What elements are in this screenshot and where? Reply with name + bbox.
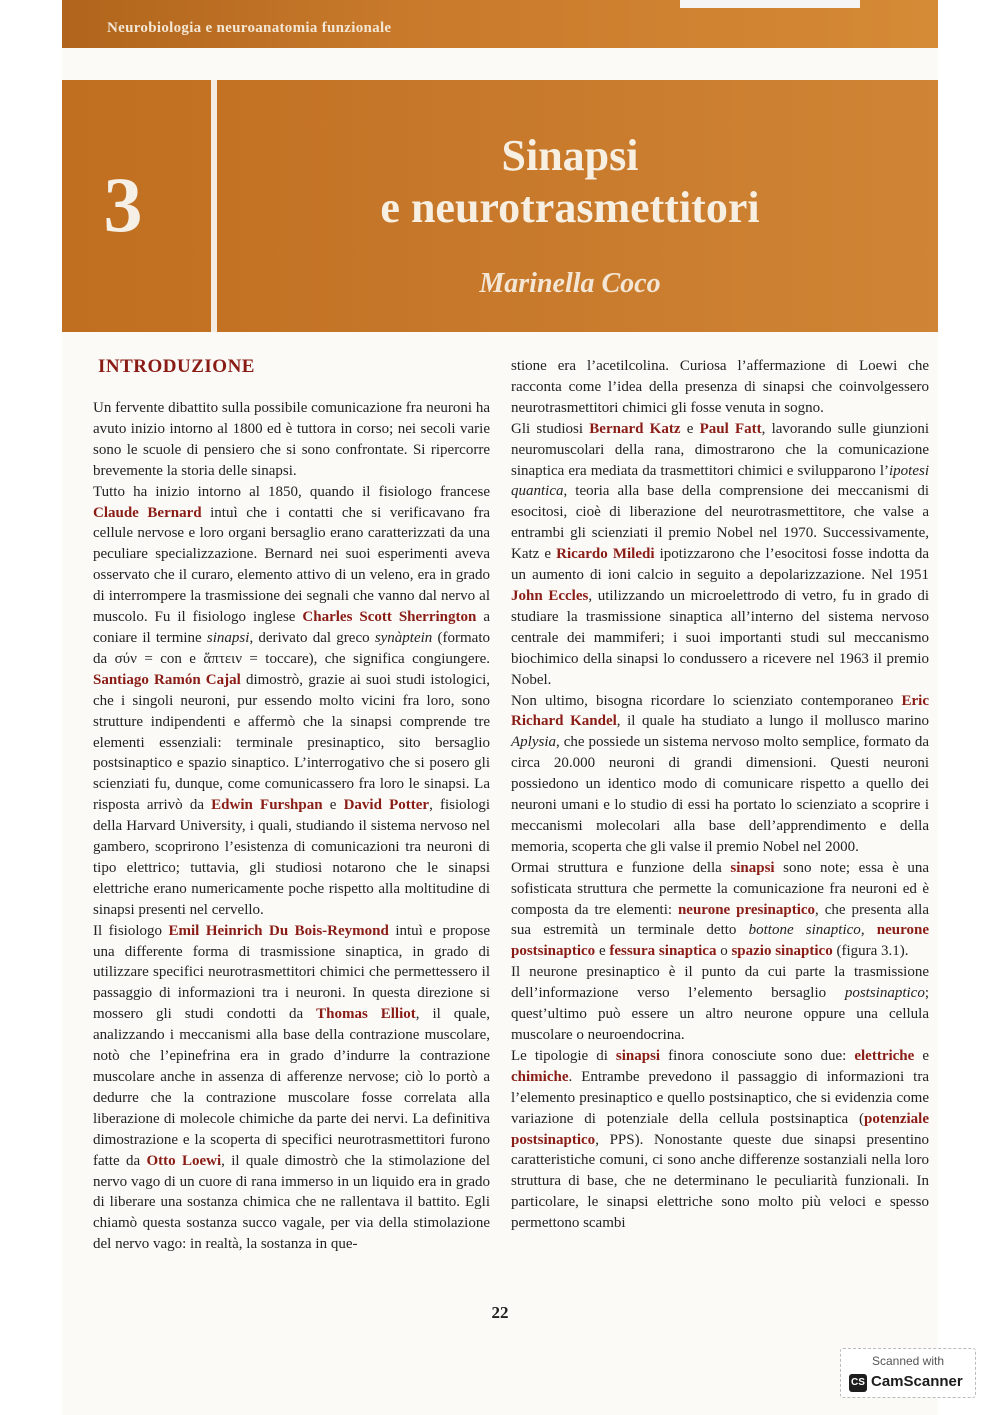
term-sinapsi: sinapsi: [206, 629, 250, 646]
term-fessura-sinaptica: fessura sinaptica: [609, 943, 717, 960]
name-potter: David Potter: [343, 797, 430, 814]
section-heading: INTRODUZIONE: [98, 356, 255, 377]
right-column: [511, 356, 929, 1234]
camscanner-brand: CamScanner: [871, 1373, 963, 1390]
term-neurone-postsinaptico: neurone postsinaptico: [511, 922, 929, 960]
term-neurone-presinaptico: neurone presinaptico: [677, 901, 816, 918]
name-elliot: Thomas Elliot: [316, 1006, 416, 1023]
name-katz: Bernard Katz: [589, 420, 681, 437]
paragraph: stione era l’acetilcolina. Curiosa l’affermazione di Loewi che racconta come l’idea della presenza di sinapsi che coinvolgessero neurotrasmettitori chimici gli fosse venuta in sogno.: [511, 358, 929, 416]
name-miledi: Ricardo Miledi: [556, 546, 655, 563]
term-ipotesi-quantica: ipotesi quantica: [511, 462, 929, 500]
term-elettriche: elettriche: [854, 1047, 915, 1064]
term-postsinaptico: postsinaptico: [844, 985, 925, 1002]
name-loewi: Otto Loewi: [146, 1152, 222, 1169]
chapter-title-line1: Sinapsi: [501, 131, 639, 180]
name-eccles: John Eccles: [511, 587, 589, 604]
term-potenziale-postsinaptico: potenziale postsinaptico: [511, 1110, 929, 1148]
term-synaptein: synàptein: [374, 629, 433, 646]
name-fatt: Paul Fatt: [699, 420, 762, 437]
term-aplysia: Aplysia: [511, 734, 556, 751]
chapter-divider: [211, 80, 217, 332]
name-claude-bernard: Claude Bernard: [93, 504, 202, 521]
camscanner-badge: [840, 1348, 976, 1398]
chapter-author: Marinella Coco: [479, 268, 661, 299]
term-bottone-sinaptico: bottone sinaptico: [748, 922, 861, 939]
term-chimiche: chimiche: [511, 1068, 569, 1085]
name-cajal: Santiago Ramón Cajal: [93, 671, 241, 688]
paragraph: Gli studiosi Bernard Katz e Paul Fatt, lavorando sulle giunzioni neuromuscolari della rana, dimostrarono che la comunicazione sinaptica era mediata da trasmettitori chimici e svilupparono l’ipotesi quantica, teoria alla base della comprensione dei meccanismi di esocitosi, cioè di liberazione del neurotrasmettitore, che valse a entrambi gli scienziati il premio Nobel nel 1970. Successivamente, Katz e Ricardo Miledi ipotizzarono che l’esocitosi fosse indotta da un aumento di ioni calcio in seguito a depolarizzazione. Nel 1951 John Eccles, utilizzando un microelettrodo di vetro, fu in grado di studiare la trasmissione sinaptica all’interno del sistema nervoso centrale dei mammiferi; i suoi importanti studi sul meccanismo biochimico della sinapsi lo condussero a ricevere nel 1963 il premio Nobel.: [511, 420, 929, 688]
paragraph: Il neurone presinaptico è il punto da cui parte la trasmissione dell’informazione verso l’elemento bersaglio postsinaptico; quest’ultimo può essere un altro neurone oppure una cellula muscolare o neuroendocrina.: [511, 964, 929, 1043]
name-dubois: Emil Heinrich Du Bois-Reymond: [168, 922, 389, 939]
paragraph: Un fervente dibattito sulla possibile comunicazione fra neuroni ha avuto inizio intorno al 1800 ed è tuttora in corso; nei secoli varie sono le scuole di pensiero che si sono confrontate. Si ripercorre brevemente la storia delle sinapsi.: [93, 400, 490, 479]
chapter-title: [330, 130, 810, 234]
page-number: 22: [491, 1303, 509, 1322]
name-kandel: Eric Richard Kandel: [511, 692, 929, 730]
running-header-text: Neurobiologia e neuroanatomia funzionale: [107, 20, 392, 36]
paragraph: Il fisiologo Emil Heinrich Du Bois-Reymond intuì e propose una differente forma di trasmissione sinaptica, in grado di utilizzare specifici neurotrasmettitori chimici che permettessero il passaggio di informazioni tra i neuroni. In questa direzione si mossero gli studi condotti da Thomas Elliot, il quale, analizzando i meccanismi alla base della contrazione muscolare, notò che l’epinefrina era in grado d’indurre la contrazione muscolare anche in assenza di afferenze nervose; ciò lo portò a dedurre che la contrazione muscolare fosse correlata alla liberazione di molecole chimiche da parte dei nervi. La definitiva dimostrazione e la scoperta di specifici neurotrasmettitori furono fatte da Otto Loewi, il quale dimostrò che la stimolazione del nervo vago di un cuore di rana immerso in un liquido era in grado di liberare una sostanza chimica che ne rallentava il battito. Egli chiamò questa sostanza succo vagale, per via della stimolazione del nervo vago: in realtà, la sostanza in que-: [93, 922, 490, 1253]
term-sinapsi: sinapsi: [615, 1047, 661, 1064]
paragraph: Non ultimo, bisogna ricordare lo scienziato contemporaneo Eric Richard Kandel, il quale ha studiato a lungo il mollusco marino Aplysia, che possiede un sistema nervoso molto semplice, formato da circa 20.000 neuroni di grandi dimensioni. Questi neuroni possiedono un identico modo di comunicare rispetto a quello dei neuroni umani e lo studio di essi ha portato lo scienziato a scoprire i meccanismi molecolari alla base dell’apprendimento e della memoria, scoperta che gli valse il premio Nobel nel 2000.: [511, 692, 929, 855]
paragraph: Le tipologie di sinapsi finora conosciute sono due: elettriche e chimiche. Entrambe prevedono il passaggio di informazioni tra l’elemento presinaptico e quello postsinaptico, che si evidenzia come variazione di potenziale della cellula postsinaptica (potenziale postsinaptico, PPS). Nonostante queste due sinapsi presentino caratteristiche comuni, ci sono anche differenze sostanziali nella loro struttura di base, che ne determinano le peculiarità funzionali. In particolare, le sinapsi elettriche sono molto più veloci e spesso permettono scambi: [511, 1047, 929, 1232]
term-spazio-sinaptico: spazio sinaptico: [731, 943, 833, 960]
name-sherrington: Charles Scott Sherrington: [302, 609, 477, 626]
paragraph: Ormai struttura e funzione della sinapsi sono note; essa è una sofisticata struttura che permette la comunicazione fra neuroni ed è composta da tre elementi: neurone presinaptico, che presenta alla sua estremità un terminale detto bottone sinaptico, neurone postsinaptico e fessura sinaptica o spazio sinaptico (figura 3.1).: [511, 859, 929, 960]
chapter-title-line2: e neurotrasmettitori: [380, 183, 760, 232]
name-furshpan: Edwin Furshpan: [211, 797, 323, 814]
left-column: [93, 398, 490, 1255]
chapter-number: 3: [103, 161, 143, 248]
camscanner-logo-icon: CS: [849, 1374, 867, 1392]
header-tab: [680, 0, 860, 8]
term-sinapsi: sinapsi: [730, 859, 775, 876]
camscanner-top-text: Scanned with: [871, 1354, 945, 1368]
paragraph: Tutto ha inizio intorno al 1850, quando il fisiologo francese Claude Bernard intuì che i contatti che si verificavano fra cellule nervose e loro organi bersaglio erano caratterizzati da una peculiare specializzazione. Bernard nei suoi esperimenti aveva osservato che il curaro, elemento attivo di un veleno, era in grado di interrompere la trasmissione dei segnali che vanno dal nervo al muscolo. Fu il fisiologo inglese Charles Scott Sherrington a coniare il termine sinapsi, derivato dal greco synàptein (formato da σύν = con e ἅπτειν = toccare), che significa congiungere. Santiago Ramón Cajal dimostrò, grazie ai suoi studi istologici, che i singoli neuroni, pur essendo molto vicini fra loro, sono strutture indipendenti e affermò che la sinapsi comprende tre elementi essenziali: terminale presinaptico, sito bersaglio postsinaptico e spazio sinaptico. L’interrogativo che si posero gli scienziati fu, dunque, come comunicassero fra loro le sinapsi. La risposta arrivò da Edwin Furshpan e David Potter, fisiologi della Harvard University, i quali, studiando il sistema nervoso nel gambero, scoprirono l’esistenza di comunicazioni tra neuroni di tipo elettrico; tuttavia, gli studiosi notarono che le sinapsi elettriche erano numericamente poche rispetto alla moltitudine di sinapsi presenti nel cervello.: [93, 483, 490, 918]
